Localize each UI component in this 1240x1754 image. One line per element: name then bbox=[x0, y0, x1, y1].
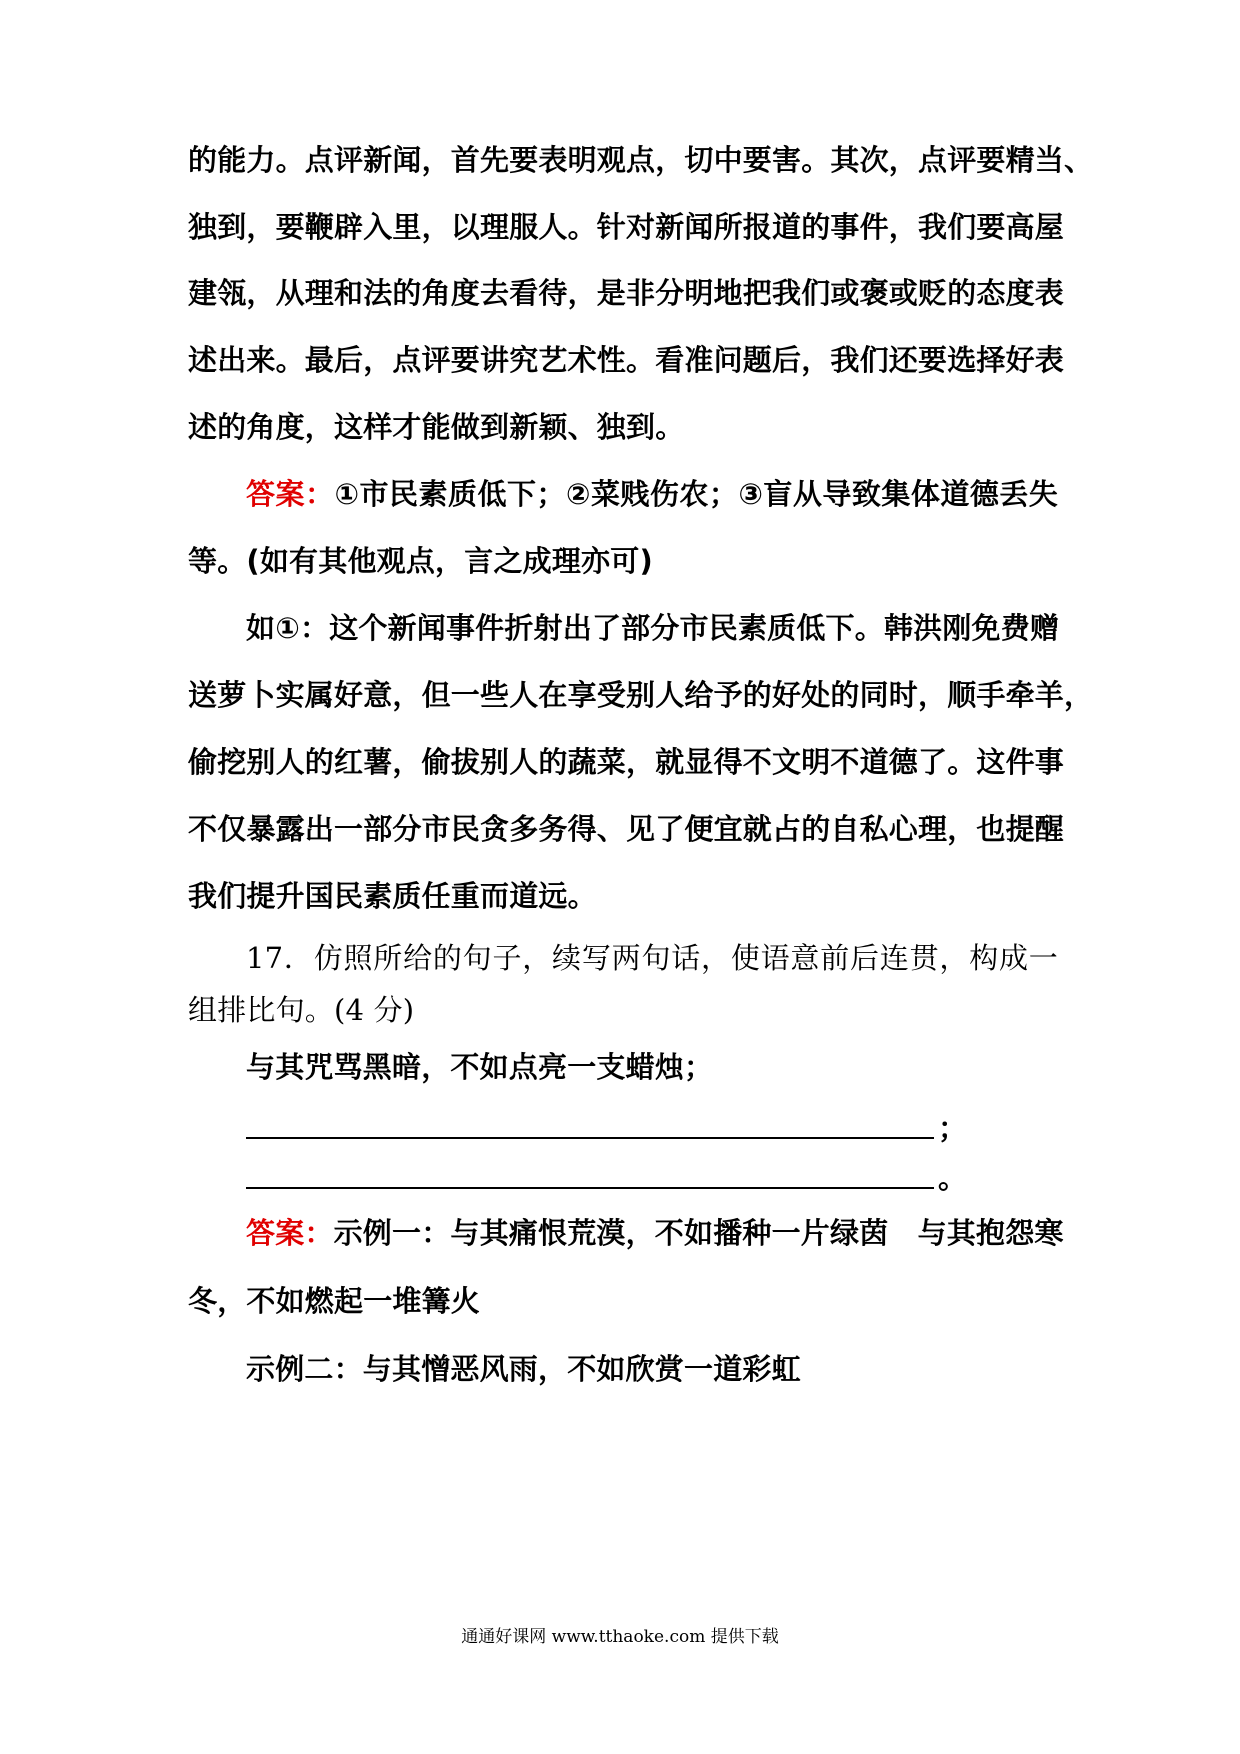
question-17-line: 组排比句。(4 分) bbox=[188, 993, 415, 1027]
answer-line: 等。(如有其他观点，言之成理亦可) bbox=[188, 544, 653, 578]
blank-punctuation: 。 bbox=[938, 1161, 968, 1195]
answer-label: 答案： bbox=[246, 1216, 334, 1250]
answer-line bbox=[246, 1213, 1064, 1253]
answer-line: 冬，不如燃起一堆篝火 bbox=[188, 1284, 481, 1318]
answer-line bbox=[246, 474, 1058, 514]
example-line: 偷挖别人的红薯，偷拔别人的蔬菜，就显得不文明不道德了。这件事 bbox=[188, 745, 1065, 779]
answer-text: 示例一：与其痛恨荒漠，不如播种一片绿茵 与其抱怨寒 bbox=[333, 1216, 1064, 1250]
blank-underline bbox=[246, 1137, 934, 1139]
blank-punctuation: ； bbox=[938, 1111, 968, 1145]
paragraph-line: 述出来。最后，点评要讲究艺术性。看准问题后，我们还要选择好表 bbox=[188, 343, 1065, 377]
given-sentence: 与其咒骂黑暗，不如点亮一支蜡烛； bbox=[246, 1050, 714, 1084]
blank-underline bbox=[246, 1187, 934, 1189]
example-line: 我们提升国民素质任重而道远。 bbox=[188, 879, 597, 913]
question-17-line: 17．仿照所给的句子，续写两句话，使语意前后连贯，构成一 bbox=[246, 941, 1058, 975]
answer-blank-1 bbox=[246, 1107, 966, 1147]
answer-line: 示例二：与其憎恶风雨，不如欣赏一道彩虹 bbox=[246, 1352, 801, 1386]
answer-text: ①市民素质低下；②菜贱伤农；③盲从导致集体道德丢失 bbox=[334, 477, 1058, 511]
paragraph-line: 独到，要鞭辟入里，以理服人。针对新闻所报道的事件，我们要高屋 bbox=[188, 210, 1065, 244]
page-footer: 通通好课网 www.tthaoke.com 提供下载 bbox=[461, 1627, 779, 1647]
example-line: 送萝卜实属好意，但一些人在享受别人给予的好处的同时，顺手牵羊， bbox=[188, 678, 1094, 712]
example-line: 如①：这个新闻事件折射出了部分市民素质低下。韩洪刚免费赠 bbox=[246, 611, 1060, 645]
paragraph-line: 的能力。点评新闻，首先要表明观点，切中要害。其次，点评要精当、 bbox=[188, 143, 1094, 177]
paragraph-line: 述的角度，这样才能做到新颖、独到。 bbox=[188, 410, 685, 444]
paragraph-line: 建瓴，从理和法的角度去看待，是非分明地把我们或褒或贬的态度表 bbox=[188, 276, 1065, 310]
answer-blank-2 bbox=[246, 1157, 966, 1197]
answer-label: 答案： bbox=[246, 477, 335, 511]
example-line: 不仅暴露出一部分市民贪多务得、见了便宜就占的自私心理，也提醒 bbox=[188, 812, 1065, 846]
